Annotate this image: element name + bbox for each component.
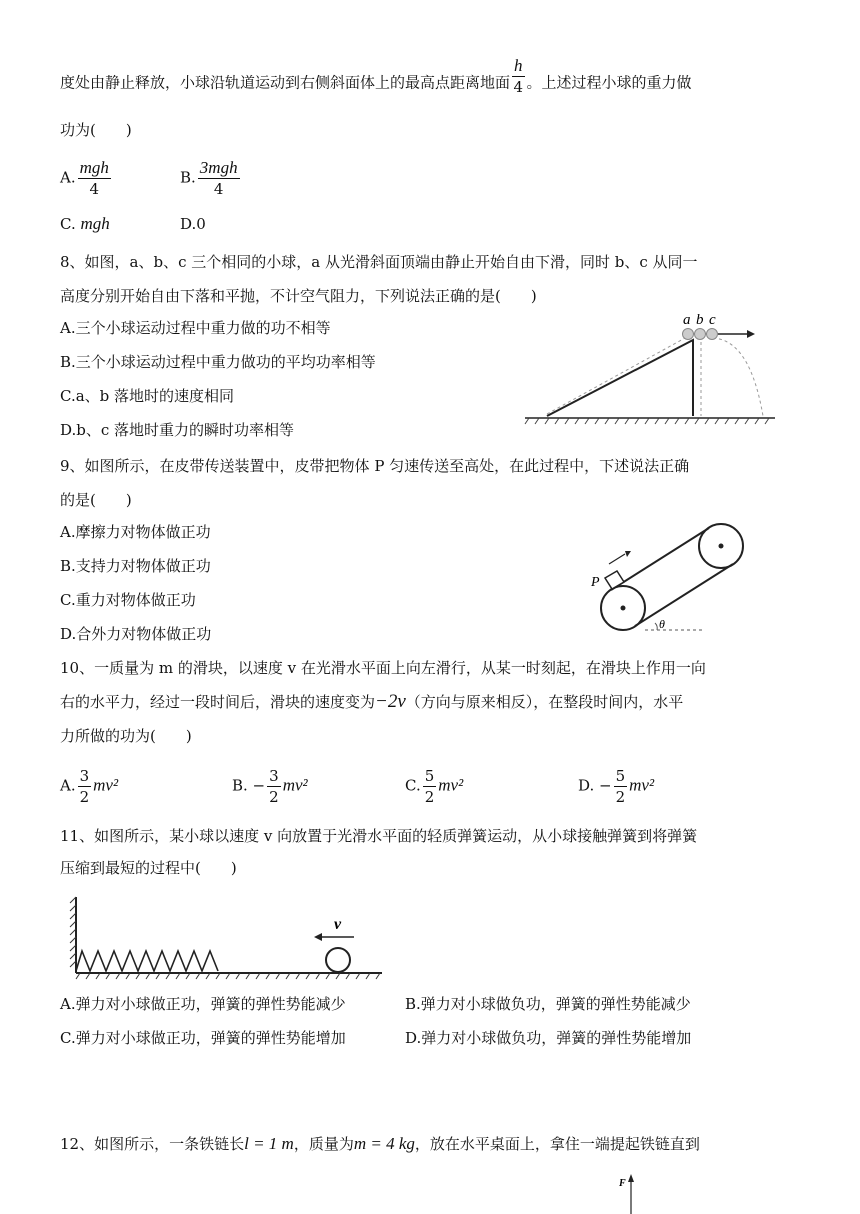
q7-option-c bbox=[60, 214, 110, 234]
q8-option-a: A.三个小球运动过程中重力做的功不相等 bbox=[60, 319, 331, 337]
q10-line2-a: 右的水平力，经过一段时间后，滑块的速度变为 bbox=[60, 693, 376, 711]
q8-line1: 8、如图，a、b、c 三个相同的小球，a 从光滑斜面顶端由静止开始自由下滑，同时 b、c 从同一 bbox=[60, 253, 698, 271]
q9-line1: 9、如图所示，在皮带传送装置中，皮带把物体 P 匀速传送至高处，在此过程中，下述说法正确 bbox=[60, 457, 690, 475]
q9-option-a: A.摩擦力对物体做正功 bbox=[60, 523, 211, 541]
q11-line1: 11、如图所示，某小球以速度 v 向放置于光滑水平面的轻质弹簧运动，从小球接触弹簧到将弹簧 bbox=[60, 827, 698, 845]
q7-option-d: D.0 bbox=[180, 215, 206, 233]
q7-opt-a-num: mgh bbox=[79, 158, 109, 177]
q7-opt-b-prefix: B. bbox=[180, 168, 196, 187]
q10-velocity: −2v bbox=[375, 691, 406, 712]
q11-line2: 压缩到最短的过程中( ) bbox=[60, 859, 237, 877]
q7-opt-b-den: 4 bbox=[213, 180, 224, 198]
q10-opt-b-num: 3 bbox=[269, 767, 279, 785]
q10-opt-a-den: 2 bbox=[79, 788, 90, 806]
q9-option-b: B.支持力对物体做正功 bbox=[60, 557, 211, 575]
q7-frac-num: h bbox=[514, 56, 523, 75]
q12-text-a: 12、如图所示，一条铁链长 bbox=[60, 1135, 245, 1153]
q10-opt-d-prefix: D. − bbox=[578, 776, 612, 795]
q7-opt-c-prefix: C. bbox=[60, 215, 76, 233]
q8-incline-figure bbox=[525, 310, 785, 430]
q7-opt-a-den: 4 bbox=[89, 180, 100, 198]
q7-option-b bbox=[180, 158, 242, 199]
q10-opt-c-num: 5 bbox=[424, 767, 435, 785]
q11-spring-figure bbox=[70, 893, 390, 983]
q10-opt-d-mv2: mv² bbox=[629, 775, 655, 795]
q10-opt-d-num: 5 bbox=[615, 767, 626, 785]
q10-opt-b-prefix: B. − bbox=[232, 776, 266, 795]
q10-opt-c-frac bbox=[423, 766, 437, 807]
q10-option-d bbox=[578, 766, 654, 807]
q8-label-a: a bbox=[683, 312, 691, 328]
q8-option-d: D.b、c 落地时重力的瞬时功率相等 bbox=[60, 421, 295, 439]
q12-force-arrow-figure bbox=[616, 1170, 646, 1214]
q10-opt-d-frac bbox=[614, 766, 628, 807]
q10-opt-a-num: 3 bbox=[79, 767, 90, 785]
q7-frac-den: 4 bbox=[513, 78, 524, 96]
q10-opt-c-den: 2 bbox=[424, 788, 435, 806]
q7-opt-b-frac bbox=[198, 158, 240, 199]
q8-line2: 高度分别开始自由下落和平抛，不计空气阻力，下列说法正确的是( ) bbox=[60, 287, 537, 305]
q10-opt-d-den: 2 bbox=[615, 788, 626, 806]
q7-text-a: 度处由静止释放，小球沿轨道运动到右侧斜面体上的最高点距离地面 bbox=[60, 73, 511, 92]
q10-opt-b-frac bbox=[267, 766, 281, 807]
q10-option-a bbox=[60, 766, 118, 807]
q9-conveyor-figure bbox=[585, 520, 755, 640]
q10-opt-a-prefix: A. bbox=[60, 776, 76, 795]
q12-label-f: F bbox=[619, 1178, 626, 1189]
q7-opt-b-num: 3mgh bbox=[199, 158, 238, 177]
q12-length: l = 1 m bbox=[244, 1134, 294, 1153]
q10-line1: 10、一质量为 m 的滑块，以速度 v 在光滑水平面上向左滑行，从某一时刻起，在滑块上作用一向 bbox=[60, 659, 706, 677]
q7-fraction bbox=[512, 56, 525, 97]
q7-option-a bbox=[60, 158, 113, 199]
q9-option-d: D.合外力对物体做正功 bbox=[60, 625, 212, 643]
q8-option-b: B.三个小球运动过程中重力做功的平均功率相等 bbox=[60, 353, 376, 371]
q9-line2: 的是( ) bbox=[60, 491, 132, 509]
q10-option-c bbox=[405, 766, 463, 807]
q11-option-b: B.弹力对小球做负功，弹簧的弹性势能减少 bbox=[405, 995, 691, 1013]
q11-option-a: A.弹力对小球做正功，弹簧的弹性势能减少 bbox=[60, 995, 346, 1013]
q12-line1 bbox=[60, 1134, 700, 1154]
q7-text-b: 。上述过程小球的重力做 bbox=[526, 73, 692, 92]
q7-line2: 功为( ) bbox=[60, 121, 132, 139]
q8-label-c: c bbox=[709, 312, 716, 328]
q10-line2 bbox=[60, 692, 683, 712]
q12-text-c: ，放在水平桌面上，拿住一端提起铁链直到 bbox=[414, 1135, 700, 1153]
q7-opt-c-val: mgh bbox=[80, 214, 110, 233]
q7-opt-a-frac bbox=[78, 158, 111, 199]
q10-line3: 力所做的功为( ) bbox=[60, 727, 192, 745]
q10-opt-c-prefix: C. bbox=[405, 776, 421, 795]
q10-opt-b-den: 2 bbox=[269, 788, 279, 806]
q9-option-c: C.重力对物体做正功 bbox=[60, 591, 196, 609]
q10-option-b bbox=[232, 766, 308, 807]
q10-opt-b-mv2: mv² bbox=[282, 775, 308, 795]
q12-text-b: ，质量为 bbox=[293, 1135, 354, 1153]
q10-line2-b: （方向与原来相反），在整段时间内，水平 bbox=[405, 693, 684, 711]
q12-mass: m = 4 kg bbox=[353, 1134, 415, 1153]
q7-opt-a-prefix: A. bbox=[60, 168, 76, 187]
q9-label-theta: θ bbox=[659, 617, 665, 631]
q8-option-c: C.a、b 落地时的速度相同 bbox=[60, 387, 235, 405]
q11-label-v: v bbox=[334, 916, 342, 933]
q10-opt-a-frac bbox=[78, 766, 92, 807]
q11-option-d: D.弹力对小球做负功，弹簧的弹性势能增加 bbox=[405, 1029, 692, 1047]
q9-label-p: P bbox=[591, 575, 600, 590]
q7-line1 bbox=[60, 56, 692, 97]
q11-option-c: C.弹力对小球做正功，弹簧的弹性势能增加 bbox=[60, 1029, 346, 1047]
q10-opt-c-mv2: mv² bbox=[438, 775, 464, 795]
q8-label-b: b bbox=[696, 312, 704, 328]
q10-opt-a-mv2: mv² bbox=[93, 775, 119, 795]
